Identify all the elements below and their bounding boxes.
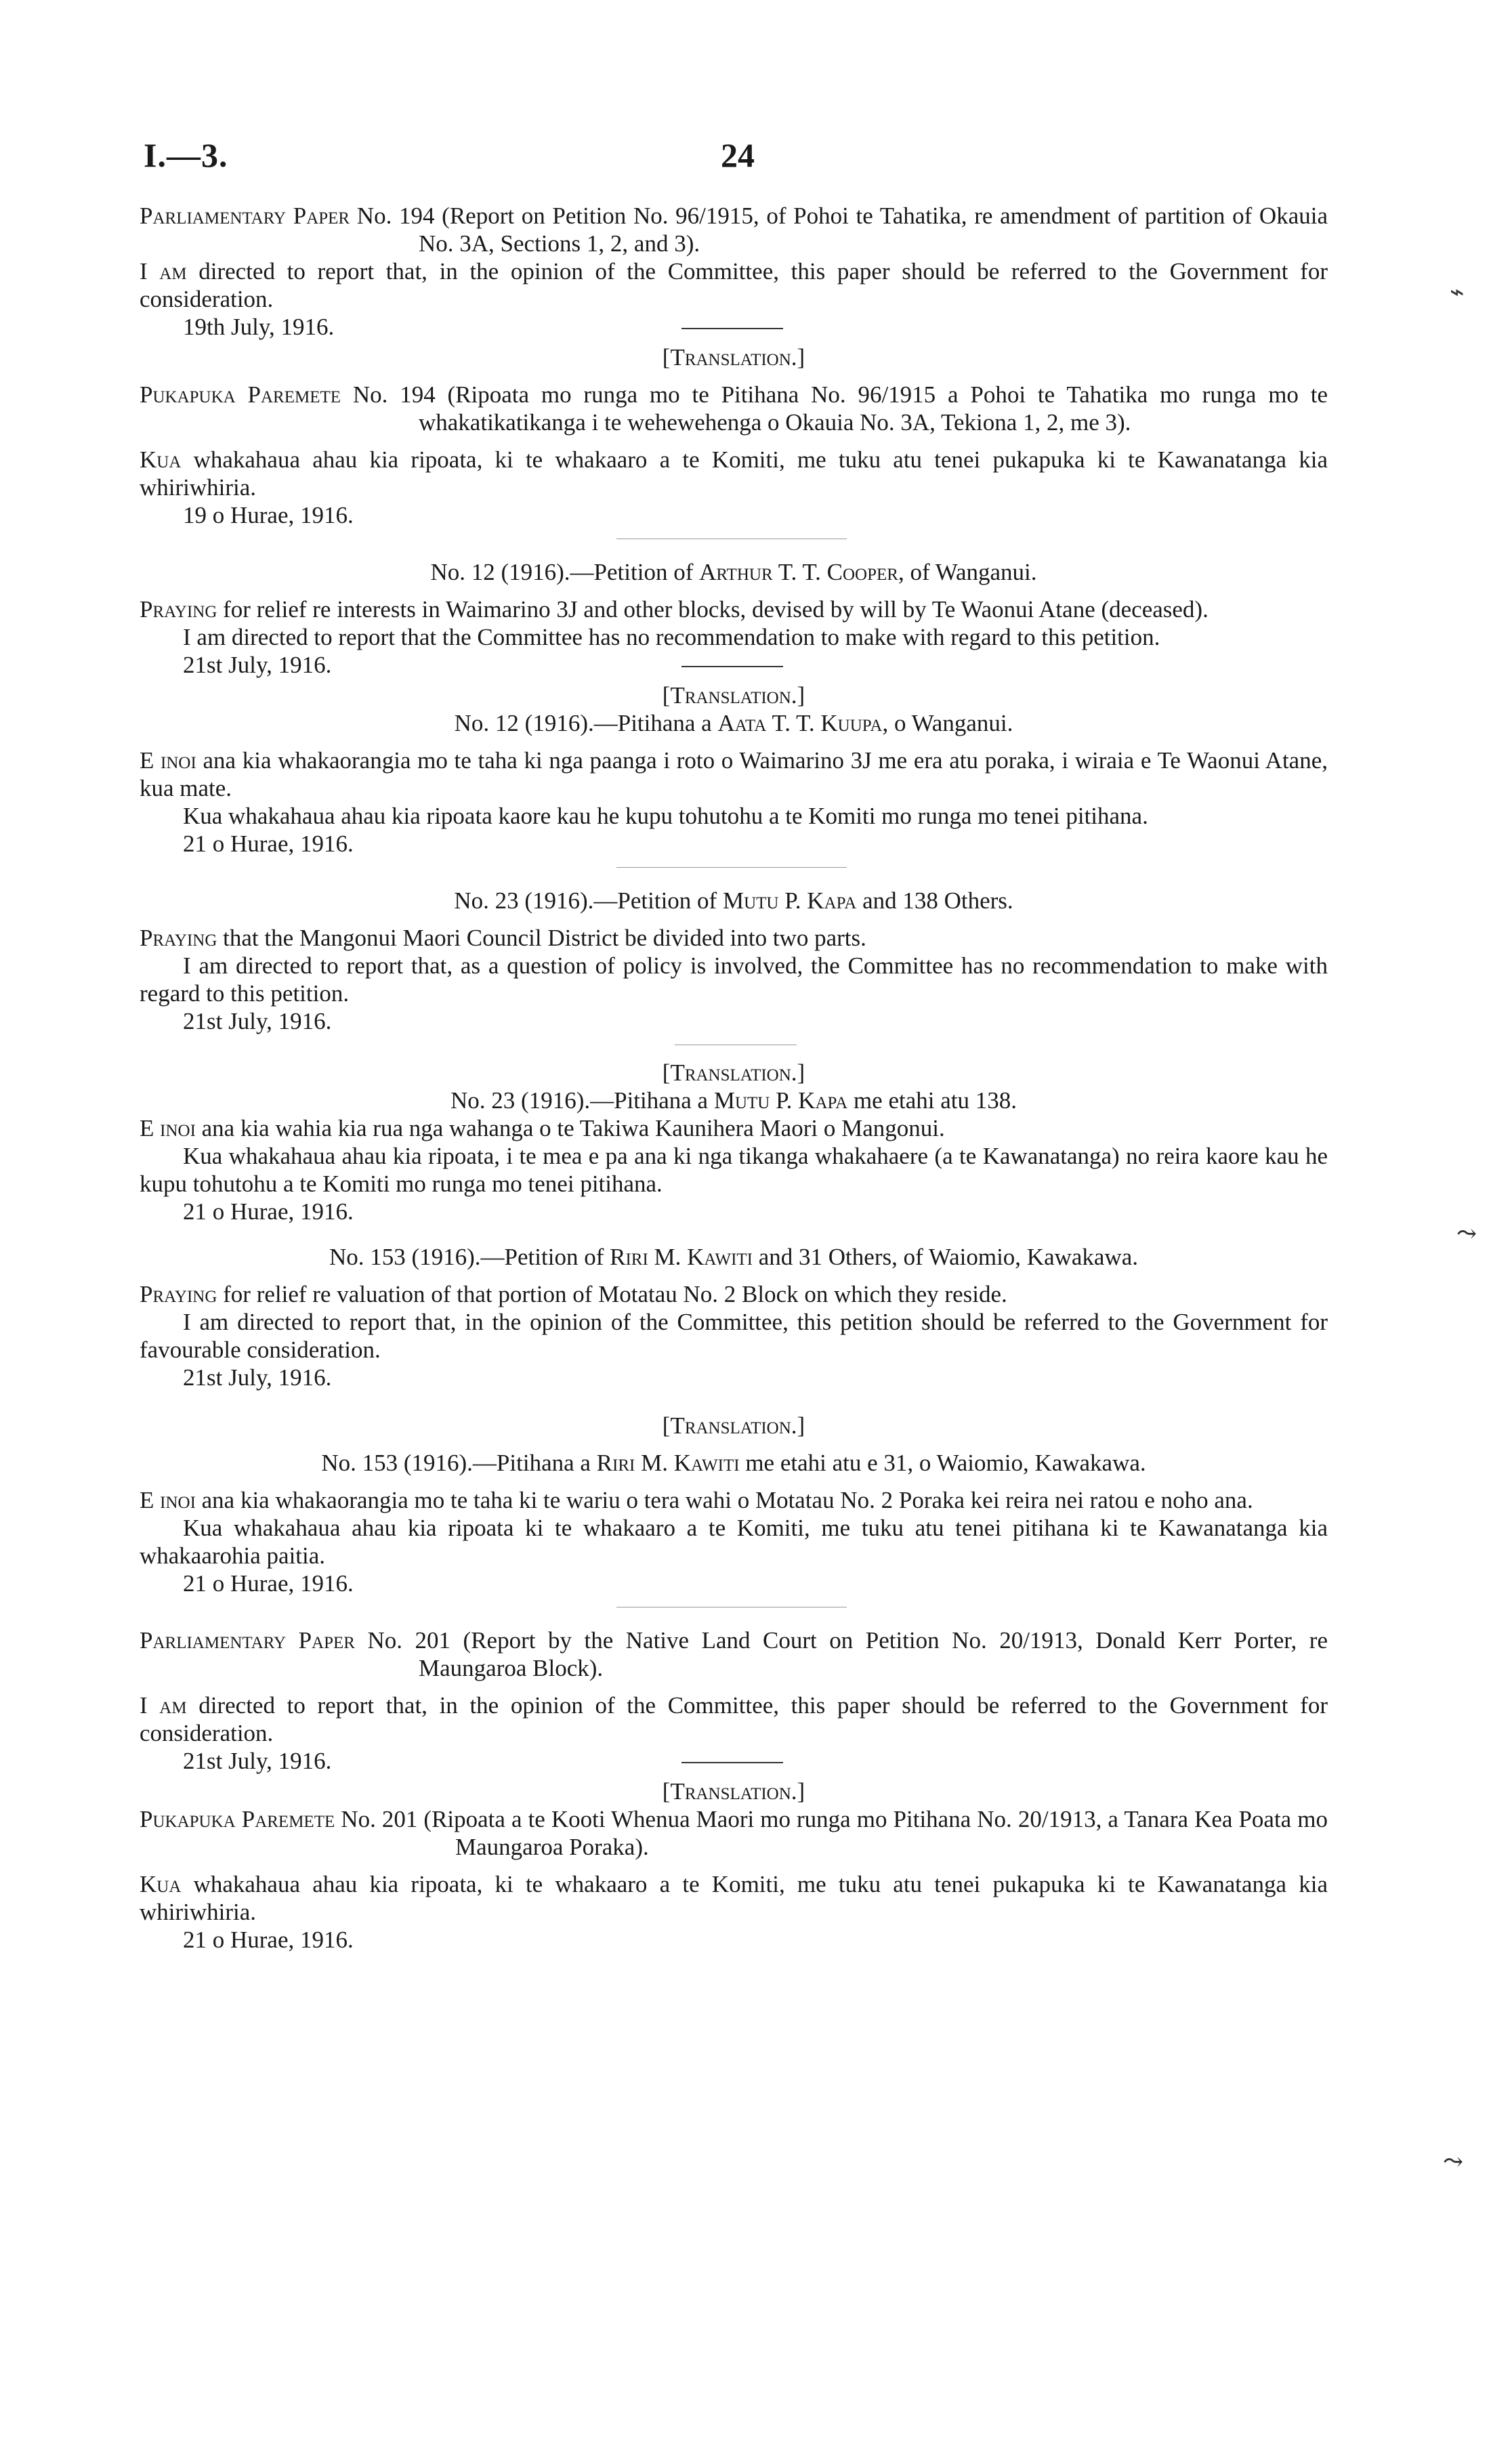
paragraph: Kua whakahaua ahau kia ripoata, i te mea e pa ana ki nga tikanga whakahaere (a te Kawanatanga) no reira kaore kau he kupu tohutohu a te Komiti mo runga mo tenei pitihana. [140,1143,1328,1197]
paragraph-text: ana kia whakaorangia mo te taha ki nga paanga i roto o Waimarino 3J me era atu poraka, i wiraia e Te Waonui Atane, kua mate. [140,747,1328,801]
paragraph-text: for relief re valuation of that portion of Motatau No. 2 Block on which they reside. [217,1281,1007,1307]
heading-text: No. 153 (1916).—Petition of [329,1244,610,1270]
paragraph: I am directed to report that, as a question of policy is involved, the Committee has no recommendation to make with regard to this petition. [140,952,1328,1007]
paragraph [140,1486,1328,1514]
petitioner-name: Mutu P. Kapa [722,887,857,914]
heading-text: and 138 Others. [856,887,1013,914]
page-number: 24 [721,136,755,174]
petitioner-name: Riri M. Kawiti [610,1244,753,1270]
title-text: No. 194 (Report on Petition No. 96/1915, of Pohoi te Tahatika, re amendment of partition of Okauia No. 3A, Sections 1, 2, and 3). [350,203,1328,257]
petition-heading [140,887,1328,914]
translation-label: [Translation.] [662,1778,805,1805]
title-lead: Parliamentary Paper [140,1627,355,1654]
lead-words: E inoi [140,1115,196,1141]
rule [681,666,783,667]
title-lead: Pukapuka Paremete [140,1806,335,1832]
paragraph-text: directed to report that, in the opinion of the Committee, this paper should be referred to the Government for consideration. [140,258,1328,312]
paper-title [140,1805,1328,1861]
section-divider [616,867,847,868]
paragraph: Kua whakahaua ahau kia ripoata kaore kau he kupu tohutohu a te Komiti mo runga mo tenei pitihana. [183,803,1148,829]
paragraph [140,446,1328,501]
lead-words: Praying [140,596,217,623]
heading-text: No. 23 (1916).—Petition of [454,887,723,914]
paper-title [140,381,1328,436]
date-line [140,1570,1328,1597]
rule [681,1762,783,1763]
lead-words: E inoi [140,747,196,774]
petition-heading [140,1449,1328,1477]
paragraph [140,1870,1328,1926]
petition-heading [140,558,1328,586]
lead-words: I am [140,258,187,285]
date-line [140,501,1328,529]
date: 21st July, 1916. [183,652,332,678]
paper-title [140,202,1328,257]
margin-mark: ⌁ [1450,278,1465,306]
date: 19th July, 1916. [183,314,335,340]
paper-title [140,1626,1328,1682]
heading-text: , of Wanganui. [898,559,1037,585]
heading-text: and 31 Others, of Waiomio, Kawakawa. [753,1244,1139,1270]
margin-mark: ⤳ [1443,2148,1464,2175]
translation-label: [Translation.] [662,1059,805,1086]
paragraph [140,924,1328,952]
translation-label: [Translation.] [662,344,805,371]
paragraph [140,1691,1328,1747]
petition-heading [140,1243,1328,1271]
date-line [140,830,1328,858]
heading-text: No. 23 (1916).—Pitihana a [450,1087,714,1114]
date-line [140,1364,1328,1391]
date: 21 o Hurae, 1916. [183,1927,354,1953]
document-body [140,202,1328,1954]
lead-words: Kua [140,446,182,473]
heading-text: No. 153 (1916).—Pitihana a [321,1450,597,1476]
translation-label: [Translation.] [662,682,805,709]
paragraph: I am directed to report that the Committee has no recommendation to make with regard to this petition. [183,624,1160,650]
paragraph-text: for relief re interests in Waimarino 3J and other blocks, devised by will by Te Waonui Atane (deceased). [217,596,1209,623]
petitioner-name: Riri M. Kawiti [596,1450,740,1476]
date: 21st July, 1916. [183,1008,332,1034]
paragraph-text: ana kia whakaorangia mo te taha ki te wariu o tera wahi o Motatau No. 2 Poraka kei reira nei ratou e noho ana. [195,1487,1253,1513]
heading-text: , o Wanganui. [882,710,1013,736]
rule [681,328,783,329]
petitioner-name: Mutu P. Kapa [713,1087,848,1114]
heading-text: No. 12 (1916).—Petition of [430,559,700,585]
paragraph-text: ana kia wahia kia rua nga wahanga o te Takiwa Kaunihera Maori o Mangonui. [195,1115,945,1141]
petitioner-name: Arthur T. T. Cooper [699,559,898,585]
heading-text: me etahi atu e 31, o Waiomio, Kawakawa. [739,1450,1146,1476]
paragraph [140,595,1328,623]
paragraph [140,746,1328,802]
paragraph [140,1280,1328,1308]
title-lead: Parliamentary Paper [140,203,350,229]
date-line [140,1926,1328,1954]
paragraph [140,257,1328,313]
lead-words: Kua [140,1871,182,1897]
petition-heading [140,709,1328,737]
lead-words: Praying [140,925,217,951]
paragraph [140,1114,1328,1142]
translation-label: [Translation.] [662,1412,805,1439]
paragraph: I am directed to report that, in the opinion of the Committee, this petition should be referred to the Government for favourable consideration. [140,1309,1328,1363]
lead-words: Praying [140,1281,217,1307]
date: 21 o Hurae, 1916. [183,1198,354,1225]
date: 19 o Hurae, 1916. [183,502,354,528]
paragraph: Kua whakahaua ahau kia ripoata ki te whakaaro a te Komiti, me tuku atu tenei pitihana ki te Kawanatanga kia whakaarohia paitia. [140,1515,1328,1569]
paragraph-text: that the Mangonui Maori Council District be divided into two parts. [217,925,866,951]
date: 21st July, 1916. [183,1748,332,1774]
paragraph-text: directed to report that, in the opinion of the Committee, this paper should be referred to the Government for consideration. [140,1692,1328,1746]
lead-words: I am [140,1692,187,1719]
heading-text: No. 12 (1916).—Pitihana a [454,710,718,736]
title-text: No. 201 (Report by the Native Land Court on Petition No. 20/1913, Donald Kerr Porter, re Maungaroa Block). [354,1627,1328,1681]
series-reference: I.—3. [144,136,228,174]
date-line [140,651,1328,679]
petitioner-name: Aata T. T. Kuupa [717,710,883,736]
date: 21 o Hurae, 1916. [183,1570,354,1597]
date-line [140,1747,1328,1775]
lead-words: E inoi [140,1487,196,1513]
date: 21 o Hurae, 1916. [183,830,354,857]
petition-heading [140,1087,1328,1114]
paragraph-text: whakahaua ahau kia ripoata, ki te whakaaro a te Komiti, me tuku atu tenei pukapuka ki te Kawanatanga kia whiriwhiria. [140,1871,1328,1925]
date-line [140,1007,1328,1035]
paragraph-text: whakahaua ahau kia ripoata, ki te whakaaro a te Komiti, me tuku atu tenei pukapuka ki te Kawanatanga kia whiriwhiria. [140,446,1328,501]
margin-mark: ⤳ [1456,1220,1477,1247]
date-line [140,313,1328,341]
date: 21st July, 1916. [183,1364,332,1391]
heading-text: me etahi atu 138. [847,1087,1017,1114]
date-line [140,1198,1328,1225]
title-lead: Pukapuka Paremete [140,381,341,408]
title-text: No. 194 (Ripoata mo runga mo te Pitihana No. 96/1915 a Pohoi te Tahatika mo runga mo te whakatikatikanga i te wehewehenga o Okauia No. 3A, Tekiona 1, 2, me 3). [341,381,1328,436]
title-text: No. 201 (Ripoata a te Kooti Whenua Maori mo runga mo Pitihana No. 20/1913, a Tanara Kea Poata mo Maungaroa Poraka). [335,1806,1328,1860]
